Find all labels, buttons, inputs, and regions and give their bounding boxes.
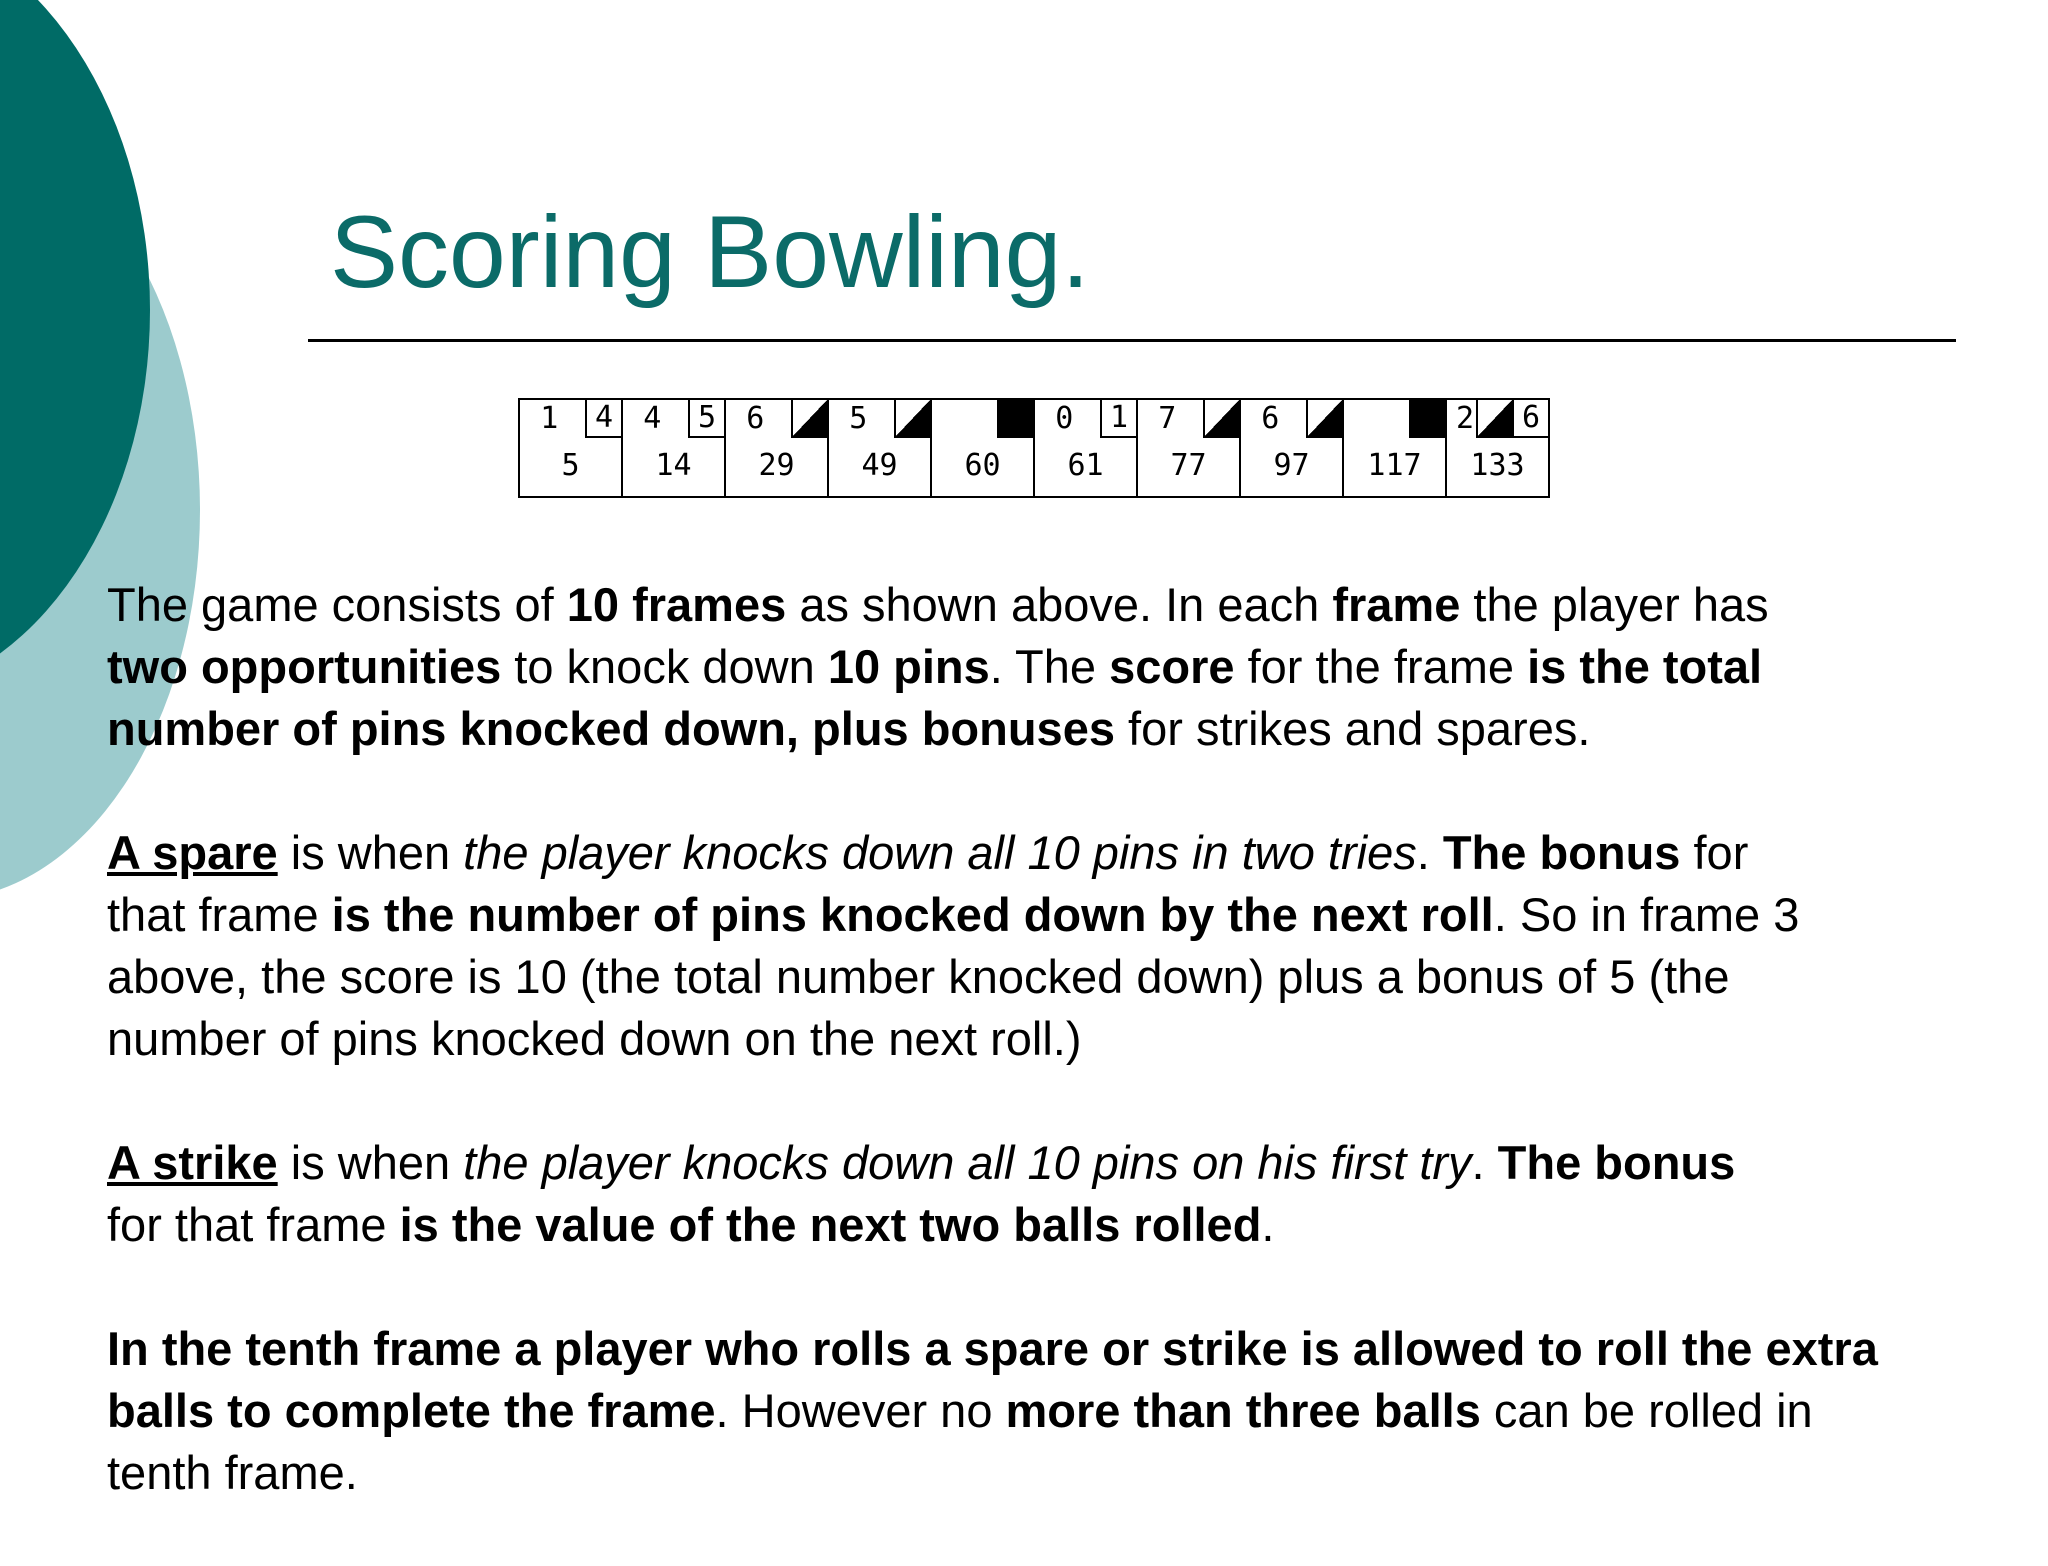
frame-total: 49 <box>861 448 898 483</box>
score-frame <box>1241 400 1344 496</box>
frame-ball1 <box>932 400 991 438</box>
frame-ball1: 5 <box>849 401 868 436</box>
score-frame <box>829 400 932 496</box>
frame-ball2-box <box>1306 400 1342 438</box>
frame-ball2-box <box>1409 400 1445 438</box>
score-frame <box>1138 400 1241 496</box>
score-frame <box>1035 400 1138 496</box>
frame-total: 97 <box>1273 448 1310 483</box>
frame-total: 77 <box>1170 448 1207 483</box>
score-frame <box>1344 400 1447 496</box>
frame-ball2-box: 1 <box>1100 400 1136 438</box>
frame-ball1: 1 <box>540 401 559 436</box>
frame-total: 5 <box>561 448 580 483</box>
frame-total: 60 <box>964 448 1001 483</box>
strike-term: A strike <box>107 1136 278 1189</box>
slide-body <box>107 574 2047 1566</box>
frame-ball2-box <box>791 400 827 438</box>
paragraph-tenth-frame: In the tenth frame a player who rolls a spare or strike is allowed to roll the extra balls to complete the frame. However no more than three balls can be rolled in tenth frame. <box>107 1322 1878 1499</box>
slide-title: Scoring Bowling. <box>330 195 1090 309</box>
frame-total: 14 <box>655 448 692 483</box>
title-divider <box>308 339 1956 342</box>
score-frame-tenth <box>1447 400 1548 496</box>
frame-ball2-box: 5 <box>688 400 724 438</box>
frame-ball2-box <box>1476 400 1512 438</box>
frame-total: 117 <box>1367 448 1422 483</box>
score-frame <box>932 400 1035 496</box>
bowling-scorecard <box>518 398 1550 498</box>
frame-total: 29 <box>758 448 795 483</box>
frame-ball1: 6 <box>1261 401 1280 436</box>
frame-ball1: 2 <box>1455 401 1475 436</box>
frame-total: 133 <box>1470 448 1525 483</box>
frame-ball2-box: 4 <box>585 400 621 438</box>
frame-ball2-box <box>1203 400 1239 438</box>
frame-ball1: 7 <box>1158 401 1177 436</box>
score-frame <box>520 400 623 496</box>
spare-term: A spare <box>107 826 278 879</box>
frame-ball1: 0 <box>1055 401 1074 436</box>
frame-ball2-box <box>997 400 1033 438</box>
frame-ball1: 6 <box>746 401 765 436</box>
frame-ball3-box: 6 <box>1512 400 1548 438</box>
frame-total: 61 <box>1067 448 1104 483</box>
score-frame <box>726 400 829 496</box>
paragraph-spare: A spare is when the player knocks down all 10 pins in two tries. The bonus for that frame is the number of pins knocked down by the next roll. So in frame 3 above, the score is 10 (the total number knocked down) plus a bonus of 5 (the number of pins knocked down on the next roll.) <box>107 826 1800 1065</box>
frame-ball2-box <box>894 400 930 438</box>
paragraph-frames: The game consists of 10 frames as shown above. In each frame the player has two opportunities to knock down 10 pins. The score for the frame is the total number of pins knocked down, plus bonuses for strikes and spares. <box>107 578 1769 755</box>
frame-ball1: 4 <box>643 401 662 436</box>
score-frame <box>623 400 726 496</box>
frame-ball1 <box>1344 400 1403 438</box>
paragraph-strike: A strike is when the player knocks down all 10 pins on his first try. The bonus for that frame is the value of the next two balls rolled. <box>107 1136 1736 1251</box>
